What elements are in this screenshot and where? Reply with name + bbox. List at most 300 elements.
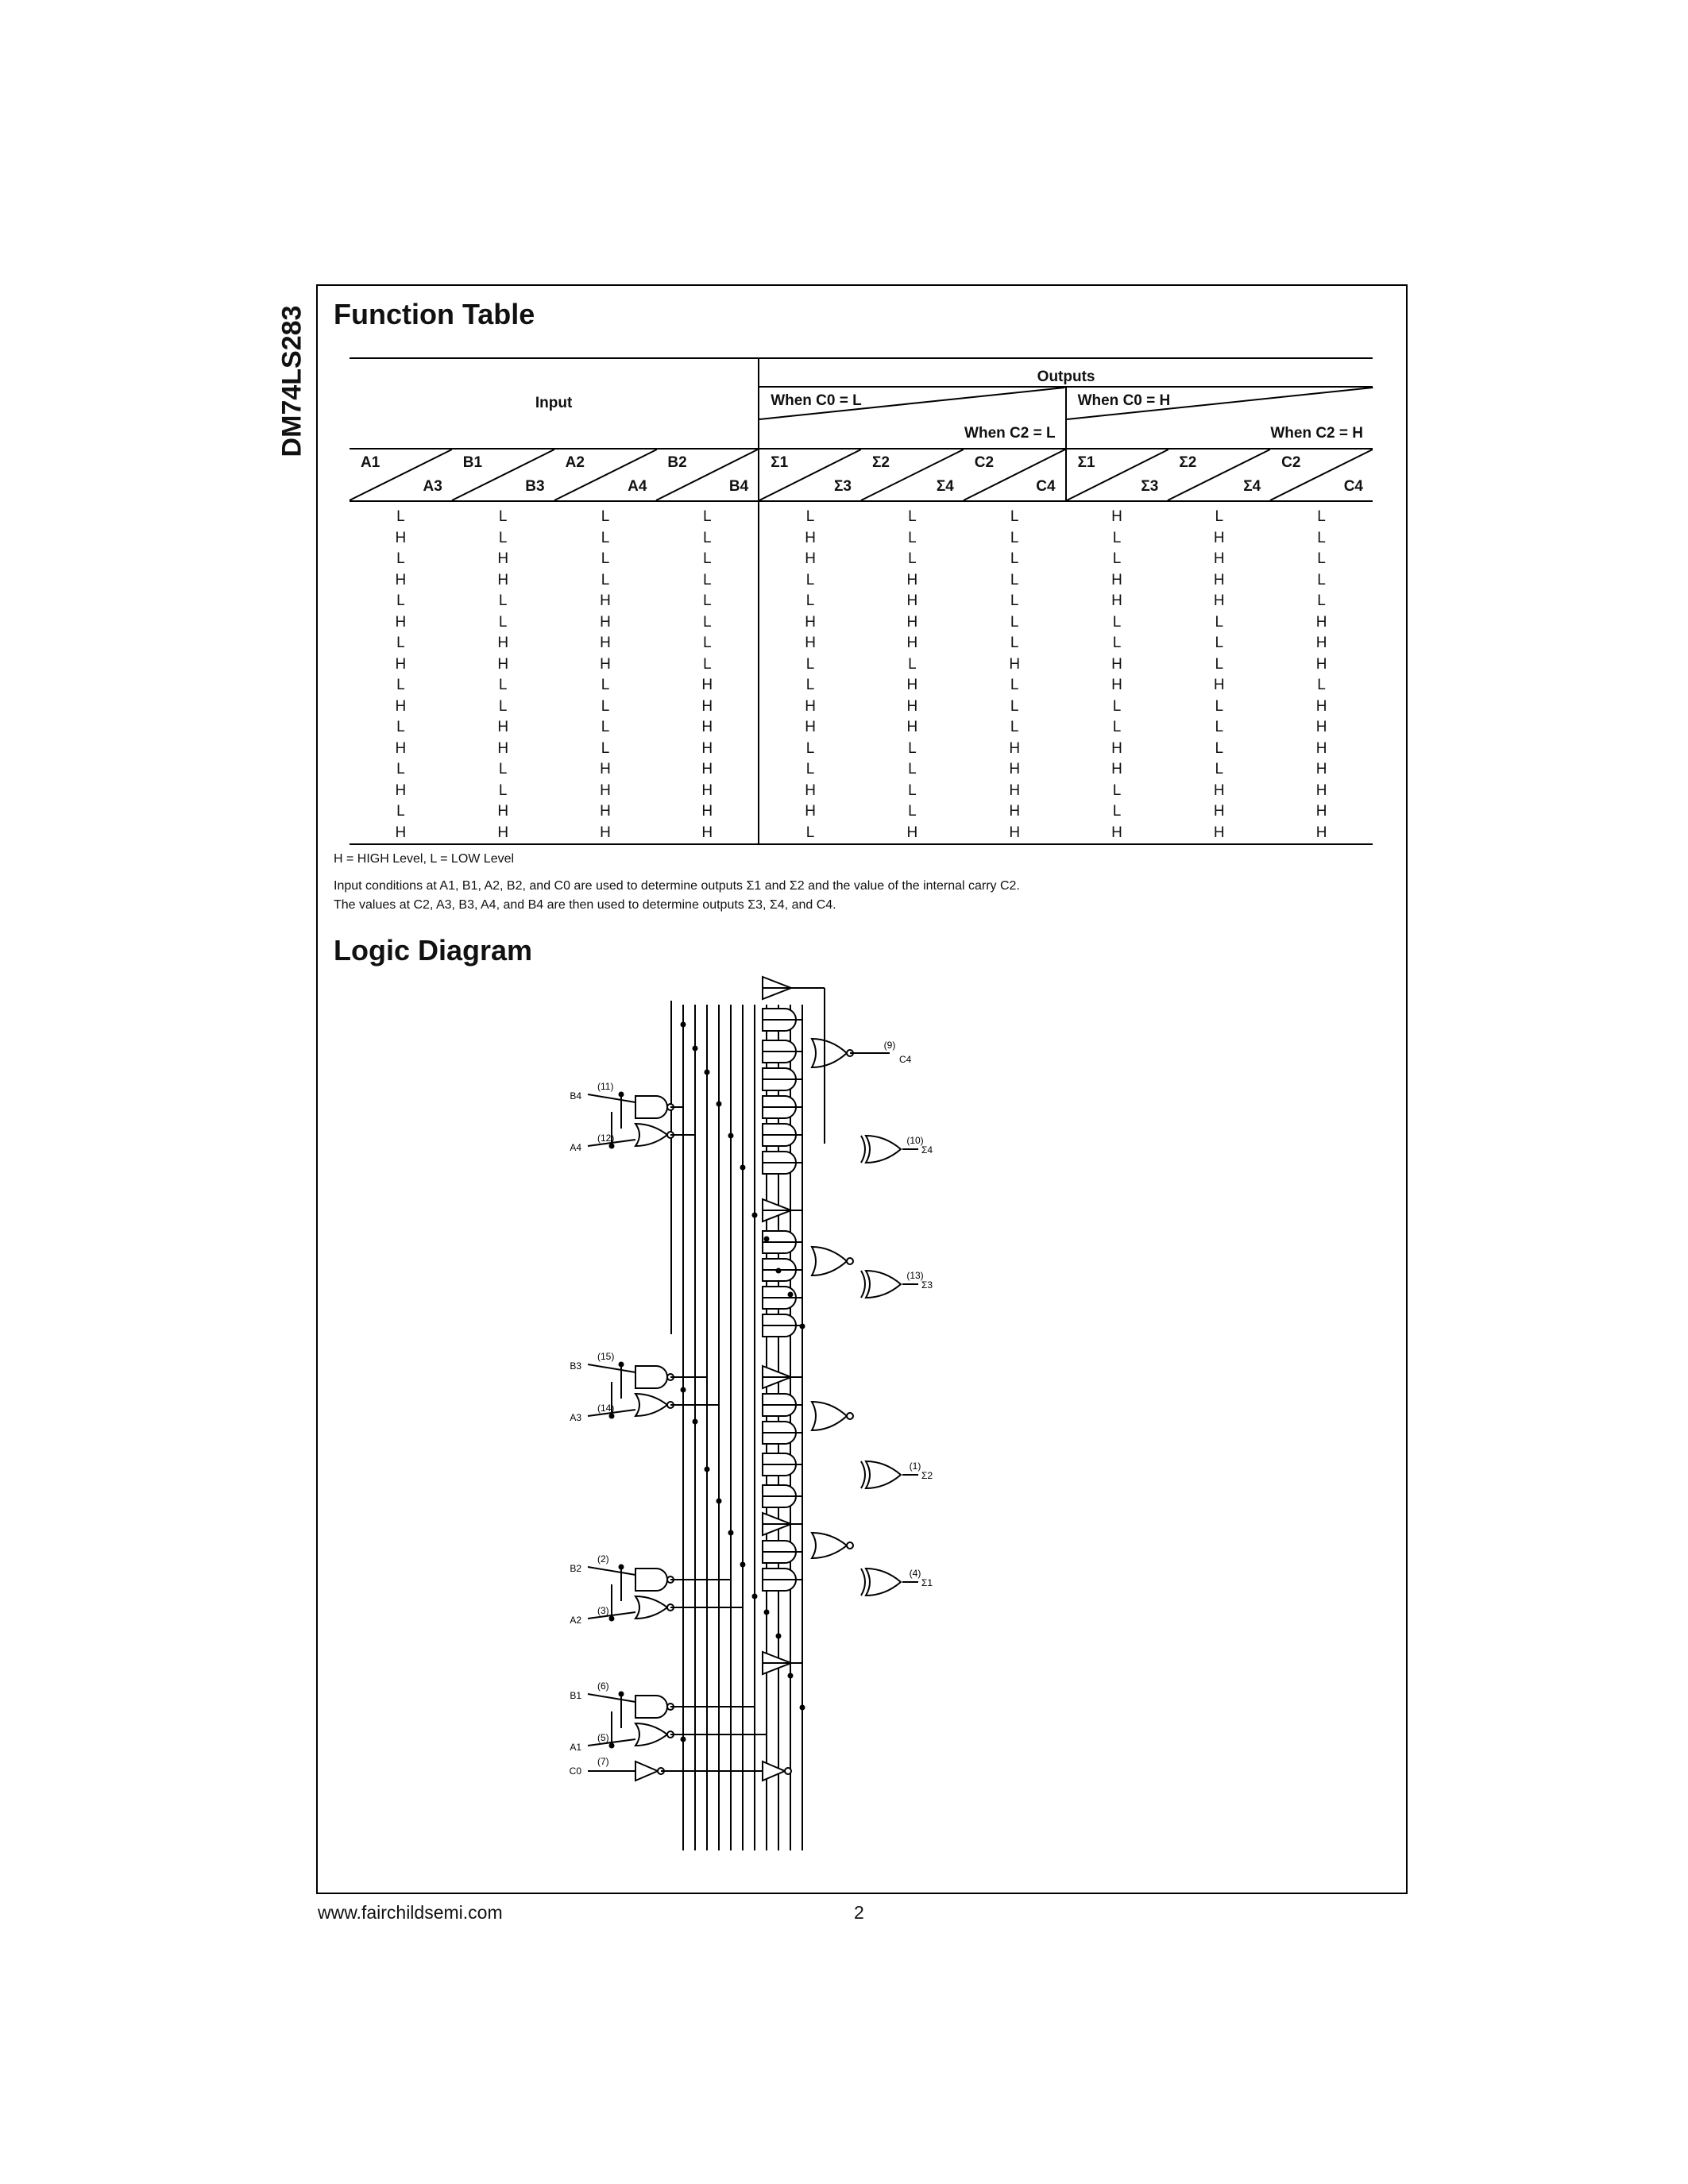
xor-gate xyxy=(866,1569,901,1596)
table-cell: H xyxy=(395,781,407,799)
table-cell: L xyxy=(759,739,861,760)
output-pin-label: (13) xyxy=(906,1270,924,1281)
table-cell: H xyxy=(1009,761,1021,778)
table-row xyxy=(350,654,1373,676)
junction-dot xyxy=(693,1046,698,1051)
table-cell: H xyxy=(1168,823,1270,845)
table-cell: L xyxy=(1112,719,1122,736)
table-cell: L xyxy=(1317,571,1326,588)
when-c0-h-label: When C0 = H xyxy=(1077,392,1171,409)
diagram-structure xyxy=(588,977,918,1850)
or-gate xyxy=(635,1723,667,1746)
table-cell: H xyxy=(600,613,611,631)
input-name-label: B2 xyxy=(570,1563,581,1574)
input-pin-label: (5) xyxy=(597,1732,609,1743)
table-row xyxy=(350,696,1373,718)
table-cell: H xyxy=(1111,592,1122,610)
table-cell: L xyxy=(703,550,712,568)
or-gate xyxy=(635,1124,667,1146)
table-cell: L xyxy=(1317,677,1326,694)
table-cell: H xyxy=(1009,739,1021,757)
table-cell: L xyxy=(1215,613,1224,631)
table-cell: H xyxy=(350,823,452,845)
table-cell: L xyxy=(1010,592,1019,610)
table-cell: L xyxy=(1112,635,1122,652)
output-name-label: Σ2 xyxy=(921,1470,933,1481)
table-cell: H xyxy=(906,613,918,631)
and-gate xyxy=(635,1569,667,1591)
table-cell: H xyxy=(600,781,611,799)
table-cell: H xyxy=(600,635,611,652)
when-c2-l-label: When C2 = L xyxy=(759,419,1065,449)
column-header-top: B1 xyxy=(462,454,483,471)
junction-dot xyxy=(717,1499,722,1504)
logic-diagram xyxy=(569,977,1176,1858)
output-pin-label: (10) xyxy=(906,1135,924,1146)
note-levels: H = HIGH Level, L = LOW Level xyxy=(334,852,515,866)
column-header xyxy=(554,449,657,501)
table-cell: H xyxy=(497,655,509,673)
junction-dot xyxy=(752,1594,758,1599)
junction-dot xyxy=(776,1268,782,1274)
table-cell: L xyxy=(396,592,405,610)
wire xyxy=(588,1094,635,1102)
table-cell: L xyxy=(703,635,712,652)
junction-dot xyxy=(609,1743,615,1749)
or-gate xyxy=(812,1533,847,1558)
input-name-label: A4 xyxy=(570,1142,581,1153)
output-name-label: Σ3 xyxy=(921,1279,933,1291)
table-cell: H xyxy=(861,823,964,845)
junction-dot xyxy=(764,1610,770,1615)
table-cell: H xyxy=(497,719,509,736)
table-cell: L xyxy=(1010,635,1019,652)
table-cell: L xyxy=(759,501,861,528)
junction-dot xyxy=(619,1362,624,1368)
table-cell: H xyxy=(759,633,861,654)
table-cell: L xyxy=(1215,761,1224,778)
when-c0-l-cell xyxy=(759,387,1065,419)
column-header-bottom: B3 xyxy=(525,478,545,495)
table-cell: L xyxy=(908,761,917,778)
table-cell: L xyxy=(498,761,508,778)
column-header xyxy=(656,449,759,501)
table-cell: L xyxy=(703,529,712,546)
input-pin-label: (7) xyxy=(597,1756,609,1767)
table-cell: H xyxy=(1315,739,1327,757)
table-cell: H xyxy=(395,697,407,715)
table-cell: L xyxy=(1317,550,1326,568)
table-cell: L xyxy=(1010,508,1019,526)
table-cell: L xyxy=(1112,781,1122,799)
when-c0-l-label: When C0 = L xyxy=(771,392,862,409)
table-cell: L xyxy=(759,675,861,696)
column-header-bottom: Σ3 xyxy=(1141,478,1159,495)
wire xyxy=(588,1694,635,1702)
table-cell: H xyxy=(759,528,861,550)
table-cell: H xyxy=(906,677,918,694)
table-cell: H xyxy=(1213,592,1225,610)
table-cell: L xyxy=(908,739,917,757)
table-cell: H xyxy=(1213,781,1225,799)
table-cell: H xyxy=(1111,761,1122,778)
table-cell: H xyxy=(1066,823,1168,845)
table-cell: H xyxy=(600,803,611,820)
table-cell: H xyxy=(1213,803,1225,820)
when-c0-h-cell xyxy=(1066,387,1373,419)
table-cell: H xyxy=(1111,655,1122,673)
table-cell: H xyxy=(395,655,407,673)
table-cell: H xyxy=(497,550,509,568)
table-cell: H xyxy=(497,635,509,652)
table-cell: L xyxy=(601,529,610,546)
table-cell: H xyxy=(906,697,918,715)
table-cell: H xyxy=(1315,635,1327,652)
table-cell: H xyxy=(600,655,611,673)
table-cell: L xyxy=(703,571,712,588)
table-cell: L xyxy=(908,803,917,820)
column-header xyxy=(1168,449,1270,501)
xor-gate xyxy=(866,1136,901,1163)
table-cell: L xyxy=(498,697,508,715)
column-header xyxy=(759,449,861,501)
output-name-label: C4 xyxy=(899,1054,912,1065)
table-row xyxy=(350,739,1373,760)
table-cell: L xyxy=(1215,635,1224,652)
table-cell: H xyxy=(1315,803,1327,820)
table-cell: L xyxy=(1010,529,1019,546)
input-name-label: B1 xyxy=(570,1690,581,1701)
junction-dot xyxy=(619,1092,624,1098)
table-cell: H xyxy=(497,571,509,588)
output-pin-label: (4) xyxy=(909,1568,921,1579)
column-header-top: C2 xyxy=(1281,454,1301,471)
table-cell: H xyxy=(701,697,713,715)
table-cell: H xyxy=(1315,697,1327,715)
column-header-bottom: C4 xyxy=(1036,478,1056,495)
table-cell: L xyxy=(498,508,508,526)
table-cell: L xyxy=(908,781,917,799)
wire xyxy=(588,1567,635,1575)
table-cell: H xyxy=(452,823,554,845)
and-gate xyxy=(635,1696,667,1718)
and-gate xyxy=(635,1096,667,1118)
table-cell: L xyxy=(1010,697,1019,715)
side-title xyxy=(268,286,316,477)
table-cell: H xyxy=(701,739,713,757)
input-name-label: A2 xyxy=(570,1615,581,1626)
inverter-bubble xyxy=(785,1768,791,1774)
table-cell: H xyxy=(759,696,861,718)
table-cell: H xyxy=(1315,761,1327,778)
table-cell: H xyxy=(497,739,509,757)
junction-dot xyxy=(752,1213,758,1218)
table-cell: H xyxy=(1315,655,1327,673)
or-gate xyxy=(812,1247,847,1275)
table-cell: H xyxy=(1270,823,1373,845)
note-line-1: Input conditions at A1, B1, A2, B2, and C0 are used to determine outputs Σ1 and Σ2 and the value of the internal carry C2. xyxy=(334,879,1020,893)
column-header-bottom: A4 xyxy=(628,478,647,495)
junction-dot xyxy=(705,1070,710,1075)
column-header-top: C2 xyxy=(974,454,995,471)
column-header-bottom: Σ3 xyxy=(834,478,852,495)
table-cell: H xyxy=(906,635,918,652)
column-header-bottom: A3 xyxy=(423,478,442,495)
logic-diagram-title: Logic Diagram xyxy=(334,934,533,967)
table-cell: L xyxy=(1215,719,1224,736)
table-cell: L xyxy=(1317,592,1326,610)
xor-arc xyxy=(861,1569,865,1596)
junction-dot xyxy=(681,1737,686,1742)
table-cell: H xyxy=(1111,508,1122,526)
junction-dot xyxy=(788,1673,794,1679)
table-cell: H xyxy=(1315,781,1327,799)
table-cell: L xyxy=(1112,803,1122,820)
junction-dot xyxy=(728,1530,734,1536)
table-cell: H xyxy=(701,781,713,799)
column-header-bottom: C4 xyxy=(1343,478,1363,495)
table-cell: H xyxy=(701,677,713,694)
table-cell: L xyxy=(1215,508,1224,526)
table-row xyxy=(350,549,1373,570)
table-cell: L xyxy=(703,655,712,673)
junction-dot xyxy=(681,1387,686,1393)
junction-dot xyxy=(619,1692,624,1697)
table-cell: H xyxy=(1213,677,1225,694)
column-header-top: A2 xyxy=(565,454,585,471)
input-name-label: B4 xyxy=(570,1090,581,1102)
junction-dot xyxy=(800,1705,805,1711)
column-header xyxy=(861,449,964,501)
junction-dot xyxy=(693,1419,698,1425)
table-cell: L xyxy=(1112,613,1122,631)
column-header xyxy=(350,449,452,501)
table-cell: L xyxy=(1112,550,1122,568)
table-cell: H xyxy=(1111,677,1122,694)
input-name-label: B3 xyxy=(570,1360,581,1372)
table-row xyxy=(350,675,1373,696)
table-cell: H xyxy=(395,739,407,757)
column-header-top: A1 xyxy=(361,454,380,471)
table-cell: H xyxy=(656,823,759,845)
table-cell: L xyxy=(601,571,610,588)
xor-arc xyxy=(861,1461,865,1488)
table-cell: L xyxy=(601,697,610,715)
input-pin-label: (6) xyxy=(597,1680,609,1692)
table-cell: L xyxy=(601,508,610,526)
table-row xyxy=(350,570,1373,592)
function-table xyxy=(350,357,1373,845)
xor-gate xyxy=(866,1461,901,1488)
buffer-gate xyxy=(763,1761,785,1781)
table-cell: H xyxy=(395,613,407,631)
table-cell: H xyxy=(395,529,407,546)
wire xyxy=(588,1364,635,1372)
input-name-label: A3 xyxy=(570,1412,581,1423)
column-header-top: Σ2 xyxy=(1179,454,1197,471)
table-cell: L xyxy=(498,677,508,694)
table-row xyxy=(350,591,1373,612)
table-cell: H xyxy=(1213,550,1225,568)
column-header-bottom: Σ4 xyxy=(1243,478,1261,495)
table-row xyxy=(350,759,1373,781)
table-cell: L xyxy=(759,654,861,676)
table-cell: H xyxy=(1111,739,1122,757)
table-cell: L xyxy=(396,508,405,526)
table-cell: L xyxy=(1215,655,1224,673)
table-cell: L xyxy=(1112,697,1122,715)
table-cell: H xyxy=(600,592,611,610)
table-cell: L xyxy=(1010,571,1019,588)
input-pin-label: (12) xyxy=(597,1133,615,1144)
table-cell: L xyxy=(1215,739,1224,757)
junction-dot xyxy=(681,1022,686,1028)
or-gate xyxy=(812,1402,847,1430)
output-pin-label: (1) xyxy=(909,1461,921,1472)
table-cell: L xyxy=(396,635,405,652)
table-cell: L xyxy=(1317,508,1326,526)
junction-dot xyxy=(609,1144,615,1149)
table-cell: L xyxy=(703,613,712,631)
junction-dot xyxy=(800,1324,805,1329)
table-cell: L xyxy=(601,677,610,694)
table-cell: L xyxy=(396,677,405,694)
junction-dot xyxy=(740,1562,746,1568)
table-cell: L xyxy=(396,550,405,568)
outputs-header: Outputs xyxy=(759,358,1373,387)
table-cell: L xyxy=(1010,613,1019,631)
junction-dot xyxy=(740,1165,746,1171)
table-cell: L xyxy=(498,529,508,546)
table-cell: L xyxy=(759,570,861,592)
table-cell: H xyxy=(497,803,509,820)
table-cell: H xyxy=(964,823,1066,845)
table-cell: H xyxy=(1315,719,1327,736)
when-c2-h-label: When C2 = H xyxy=(1066,419,1373,449)
buffer-gate xyxy=(635,1761,658,1781)
table-cell: H xyxy=(759,549,861,570)
output-pin-label: (9) xyxy=(883,1040,896,1051)
junction-dot xyxy=(788,1292,794,1298)
table-cell: L xyxy=(396,719,405,736)
table-row xyxy=(350,801,1373,823)
table-cell: H xyxy=(1009,781,1021,799)
table-row xyxy=(350,501,1373,528)
table-cell: L xyxy=(908,529,917,546)
table-cell: H xyxy=(701,719,713,736)
input-header: Input xyxy=(350,358,759,449)
output-name-label: Σ4 xyxy=(921,1144,933,1156)
column-header xyxy=(452,449,554,501)
table-cell: L xyxy=(1317,529,1326,546)
table-cell: L xyxy=(396,761,405,778)
xor-gate xyxy=(866,1271,901,1298)
table-cell: L xyxy=(1010,719,1019,736)
inverter-bubble xyxy=(847,1413,853,1419)
column-header-top: B2 xyxy=(667,454,687,471)
table-cell: H xyxy=(600,761,611,778)
table-cell: H xyxy=(759,801,861,823)
table-notes xyxy=(334,850,1020,915)
page-number: 2 xyxy=(854,1902,864,1923)
table-cell: L xyxy=(396,803,405,820)
footer-url[interactable]: www.fairchildsemi.com xyxy=(318,1902,503,1923)
table-cell: H xyxy=(554,823,657,845)
input-pin-label: (11) xyxy=(597,1081,614,1092)
table-cell: H xyxy=(1213,529,1225,546)
table-cell: H xyxy=(1009,803,1021,820)
table-cell: L xyxy=(1010,677,1019,694)
column-header-top: Σ1 xyxy=(771,454,789,471)
table-cell: L xyxy=(908,508,917,526)
junction-dot xyxy=(619,1565,624,1570)
table-cell: L xyxy=(908,550,917,568)
table-cell: L xyxy=(759,759,861,781)
inverter-bubble xyxy=(847,1542,853,1549)
input-pin-label: (15) xyxy=(597,1351,615,1362)
table-cell: L xyxy=(1215,697,1224,715)
junction-dot xyxy=(728,1133,734,1139)
table-cell: H xyxy=(701,803,713,820)
input-pin-label: (2) xyxy=(597,1553,609,1565)
table-cell: L xyxy=(1112,529,1122,546)
table-row xyxy=(350,633,1373,654)
junction-dot xyxy=(609,1616,615,1622)
column-header xyxy=(1270,449,1373,501)
table-cell: L xyxy=(601,739,610,757)
table-cell: H xyxy=(759,717,861,739)
table-cell: H xyxy=(1213,571,1225,588)
input-name-label: A1 xyxy=(570,1742,581,1753)
note-line-2: The values at C2, A3, B3, A4, and B4 are then used to determine outputs Σ3, Σ4, and C4. xyxy=(334,898,836,912)
function-table-title: Function Table xyxy=(334,298,535,330)
column-header xyxy=(964,449,1066,501)
table-cell: H xyxy=(1315,613,1327,631)
junction-dot xyxy=(717,1102,722,1107)
table-cell: H xyxy=(701,761,713,778)
table-cell: H xyxy=(1009,655,1021,673)
xor-arc xyxy=(861,1136,865,1163)
table-row xyxy=(350,717,1373,739)
junction-dot xyxy=(705,1467,710,1472)
input-pin-label: (14) xyxy=(597,1403,615,1414)
output-name-label: Σ1 xyxy=(921,1577,933,1588)
table-cell: L xyxy=(601,550,610,568)
column-header-bottom: B4 xyxy=(728,478,749,495)
column-header-top: Σ2 xyxy=(871,454,890,471)
table-cell: L xyxy=(759,823,861,845)
table-cell: H xyxy=(906,592,918,610)
table-cell: H xyxy=(759,781,861,802)
table-cell: H xyxy=(906,571,918,588)
table-cell: H xyxy=(395,571,407,588)
table-cell: H xyxy=(759,612,861,634)
inverter-bubble xyxy=(847,1258,853,1264)
table-row xyxy=(350,612,1373,634)
input-pin-label: (3) xyxy=(597,1605,609,1616)
table-cell: L xyxy=(759,591,861,612)
xor-arc xyxy=(861,1271,865,1298)
table-cell: L xyxy=(498,592,508,610)
column-header-bottom: Σ4 xyxy=(936,478,954,495)
table-cell: L xyxy=(703,592,712,610)
part-number: DM74LS283 xyxy=(276,305,307,457)
table-cell: H xyxy=(1111,571,1122,588)
or-gate xyxy=(812,1039,847,1067)
table-cell: H xyxy=(906,719,918,736)
table-cell: L xyxy=(1010,550,1019,568)
table-cell: L xyxy=(601,719,610,736)
